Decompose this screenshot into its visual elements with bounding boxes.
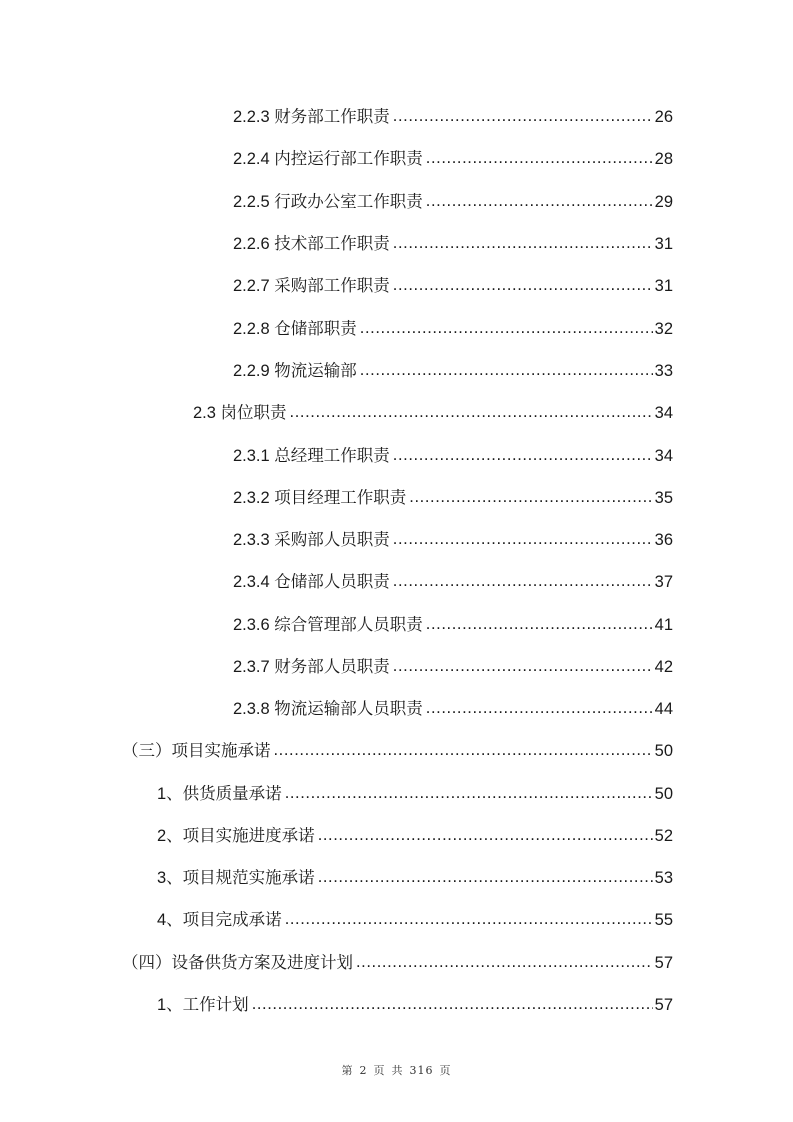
toc-entry-label: 2.3.6 综合管理部人员职责	[233, 616, 423, 634]
toc-entry-page: 28	[654, 150, 673, 168]
dot-leader	[318, 823, 653, 847]
toc-entry[interactable]	[157, 908, 673, 932]
toc-entry-label: 4、项目完成承诺	[157, 911, 282, 929]
toc-entry-page: 44	[654, 700, 673, 718]
toc-entry-page: 34	[654, 404, 673, 422]
toc-entry-label: 2.2.9 物流运输部	[233, 362, 357, 380]
toc-entry-label: 2.2.6 技术部工作职责	[233, 235, 390, 253]
footer-total-prefix: 共	[391, 1064, 404, 1077]
dot-leader	[318, 865, 653, 889]
toc-entry[interactable]	[233, 232, 673, 256]
toc-entry-page: 52	[654, 827, 673, 845]
toc-entry-label: 3、项目规范实施承诺	[157, 869, 315, 887]
dot-leader	[252, 992, 653, 1016]
toc-entry[interactable]	[233, 655, 673, 679]
dot-leader	[356, 950, 653, 974]
toc-entry[interactable]	[122, 739, 673, 763]
toc-entry-label: 2.2.8 仓储部职责	[233, 320, 357, 338]
toc-entry-label: 2、项目实施进度承诺	[157, 827, 315, 845]
toc-entry-label: 2.2.4 内控运行部工作职责	[233, 150, 423, 168]
toc-entry-label: （四）设备供货方案及进度计划	[122, 954, 353, 972]
footer-page-unit: 页	[373, 1064, 386, 1077]
toc-entry-label: 1、工作计划	[157, 996, 249, 1014]
toc-entry-label: 2.3.1 总经理工作职责	[233, 447, 390, 465]
toc-entry-label: 2.3 岗位职责	[193, 404, 287, 422]
toc-entry-label: （三）项目实施承诺	[122, 742, 271, 760]
toc-entry-label: 1、供货质量承诺	[157, 785, 282, 803]
toc-entry-page: 57	[654, 996, 673, 1014]
dot-leader	[393, 569, 653, 593]
toc-entry[interactable]	[233, 697, 673, 721]
dot-leader	[393, 273, 653, 297]
toc-entry[interactable]	[157, 782, 673, 806]
toc-entry-page: 31	[654, 235, 673, 253]
toc-entry[interactable]	[122, 951, 673, 975]
toc-entry[interactable]	[233, 570, 673, 594]
dot-leader	[360, 316, 653, 340]
toc-entry[interactable]	[233, 359, 673, 383]
toc-entry-page: 32	[654, 320, 673, 338]
dot-leader	[426, 612, 653, 636]
toc-entry-label: 2.3.3 采购部人员职责	[233, 531, 390, 549]
toc-entry-page: 55	[654, 911, 673, 929]
toc-entry-page: 31	[654, 277, 673, 295]
toc-entry[interactable]	[233, 528, 673, 552]
toc-entry-page: 41	[654, 616, 673, 634]
dot-leader	[393, 231, 653, 255]
toc-entry[interactable]	[193, 401, 673, 425]
dot-leader	[426, 696, 653, 720]
dot-leader	[285, 781, 653, 805]
footer-current-page: 2	[359, 1064, 368, 1077]
page-footer	[0, 1062, 793, 1078]
toc-entry-page: 50	[654, 785, 673, 803]
toc-entry[interactable]	[233, 274, 673, 298]
toc-entry-page: 35	[654, 489, 673, 507]
toc-entry[interactable]	[157, 993, 673, 1017]
toc-entry[interactable]	[233, 105, 673, 129]
toc-entry[interactable]	[233, 190, 673, 214]
toc-entry-label: 2.3.4 仓储部人员职责	[233, 573, 390, 591]
toc-entry-page: 42	[654, 658, 673, 676]
dot-leader	[290, 400, 653, 424]
toc-entry-page: 50	[654, 742, 673, 760]
dot-leader	[360, 358, 653, 382]
dot-leader	[393, 104, 653, 128]
toc-entry[interactable]	[233, 444, 673, 468]
toc-entry[interactable]	[233, 613, 673, 637]
toc-entry-page: 26	[654, 108, 673, 126]
dot-leader	[285, 907, 653, 931]
toc-entry-page: 33	[654, 362, 673, 380]
dot-leader	[409, 485, 652, 509]
toc-entry-page: 57	[654, 954, 673, 972]
toc-entry[interactable]	[157, 866, 673, 890]
dot-leader	[393, 527, 653, 551]
footer-total-unit: 页	[439, 1064, 452, 1077]
toc-entry[interactable]	[233, 317, 673, 341]
toc-entry-page: 37	[654, 573, 673, 591]
dot-leader	[426, 146, 653, 170]
dot-leader	[274, 738, 653, 762]
toc-entry-label: 2.2.3 财务部工作职责	[233, 108, 390, 126]
toc-entry-label: 2.3.2 项目经理工作职责	[233, 489, 407, 507]
dot-leader	[426, 189, 653, 213]
toc-entry-label: 2.3.8 物流运输部人员职责	[233, 700, 423, 718]
toc-entry-page: 53	[654, 869, 673, 887]
toc-entry-label: 2.2.7 采购部工作职责	[233, 277, 390, 295]
toc-entry-page: 36	[654, 531, 673, 549]
toc-entry-label: 2.3.7 财务部人员职责	[233, 658, 390, 676]
dot-leader	[393, 654, 653, 678]
toc-entry-label: 2.2.5 行政办公室工作职责	[233, 193, 423, 211]
toc-entry-page: 34	[654, 447, 673, 465]
toc-entry-page: 29	[654, 193, 673, 211]
dot-leader	[393, 443, 653, 467]
toc-entry[interactable]	[233, 486, 673, 510]
toc-entry[interactable]	[157, 824, 673, 848]
toc-entry[interactable]	[233, 147, 673, 171]
footer-total-pages: 316	[409, 1064, 434, 1077]
footer-prefix: 第	[341, 1064, 354, 1077]
